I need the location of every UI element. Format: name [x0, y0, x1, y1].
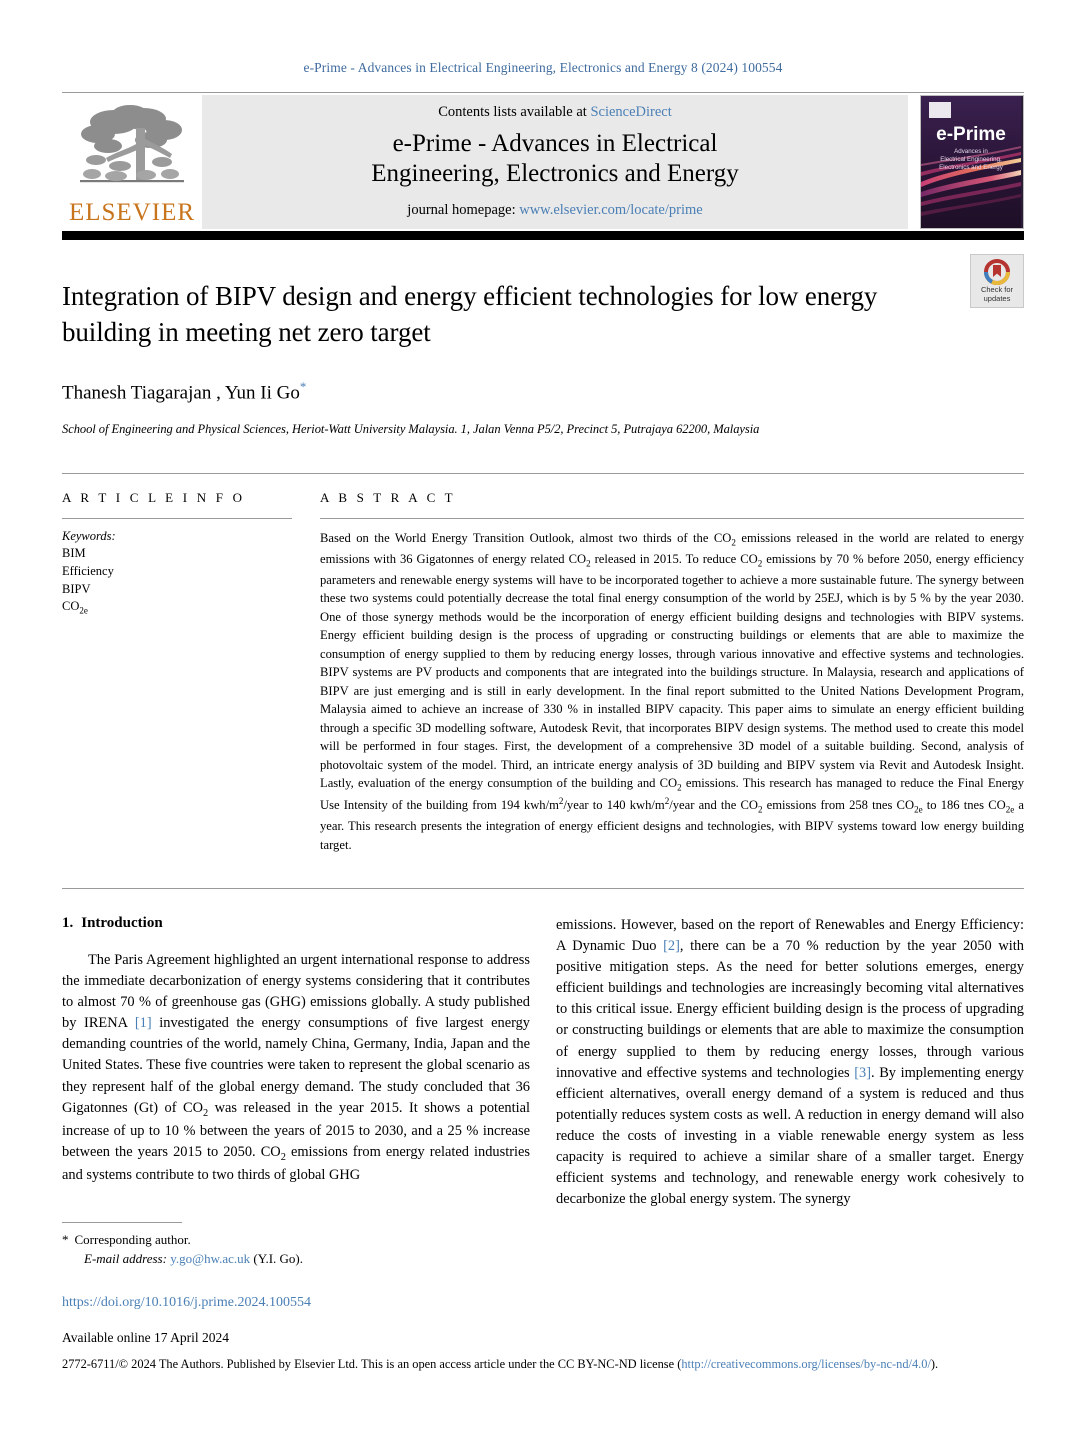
journal-masthead — [62, 92, 1024, 240]
masthead-bottom-rule — [62, 231, 1024, 240]
intro-paragraph-left — [62, 950, 530, 1185]
paper-title: Integration of BIPV design and energy efficient technologies for low energy building in meeting net zero target — [62, 281, 878, 348]
abstract-seg-6: /year to 140 kwh/m — [563, 798, 665, 813]
license-link[interactable]: http://creativecommons.org/licenses/by-nc-nd/4.0/ — [681, 1357, 931, 1371]
journal-title-line-2: Engineering, Electronics and Energy — [371, 160, 739, 187]
intro-paragraph-right — [556, 915, 1024, 1209]
affiliation: School of Engineering and Physical Sciences, Heriot-Watt University Malaysia. 1, Jalan Venna P5/2, Precinct 5, Putrajaya 62200, Malaysia — [62, 422, 760, 437]
footnote-asterisk: * — [62, 1232, 69, 1247]
abstract-column — [320, 490, 1024, 854]
keyword-item-co2e — [62, 598, 292, 617]
intro-left-seg-1: The Paris Agreement highlighted an urgent international response to address the immediate decarbonization of energy systems considering that it contributes to almost 70 % of greenhouse gas (GHG) emissions globally. A study published by IRENA — [62, 952, 530, 1032]
footnote-rule — [62, 1222, 182, 1223]
journal-band — [202, 95, 908, 229]
body-column-right — [556, 915, 1024, 1209]
contents-prefix: Contents lists available at — [438, 103, 591, 120]
masthead-top-rule — [62, 92, 1024, 93]
abstract-text — [320, 529, 1024, 854]
corresponding-author-note — [62, 1231, 547, 1250]
legal-seg-1: 2772-6711/© 2024 The Authors. Published by Elsevier Ltd. This is an open access article under the CC BY-NC-ND license ( — [62, 1357, 682, 1371]
journal-homepage-link[interactable]: www.elsevier.com/locate/prime — [519, 201, 703, 218]
intro-sub: 2 — [202, 1107, 209, 1119]
email-label: E-mail address: — [84, 1250, 167, 1266]
article-info-column — [62, 490, 320, 854]
svg-text:Electronics and Energy: Electronics and Energy — [939, 164, 1003, 171]
doi-link[interactable]: https://doi.org/10.1016/j.prime.2024.100554 — [62, 1295, 312, 1310]
abstract-seg-3: released in 2015. To reduce CO — [590, 552, 758, 567]
citation-ref-3[interactable]: [3] — [854, 1064, 871, 1081]
journal-title — [371, 129, 738, 190]
section-number: 1. — [62, 915, 74, 932]
keywords-label: Keywords: — [62, 529, 116, 544]
abstract-sub: 2 — [757, 804, 763, 815]
keyword-item: Efficiency — [62, 563, 114, 578]
copyright-license-text — [62, 1355, 1024, 1374]
elsevier-logo — [62, 95, 202, 229]
crossmark-badge[interactable] — [970, 254, 1024, 308]
citation-ref-2[interactable]: [2] — [663, 938, 680, 955]
info-abstract-section — [62, 473, 1024, 854]
abstract-rule — [320, 518, 1024, 519]
keyword-co2e-sub: 2e — [79, 605, 88, 616]
abstract-sub-2e: 2e — [1005, 804, 1015, 815]
article-info-heading: A R T I C L E I N F O — [62, 490, 246, 506]
abstract-seg-10: a year. This research presents the integration of energy efficient designs and technologies, with BIPV systems toward low energy building target. — [320, 798, 1024, 852]
svg-text:e-Prime: e-Prime — [936, 124, 1006, 145]
abstract-sup: 2 — [664, 796, 670, 807]
keyword-item: BIM — [62, 546, 86, 561]
crossmark-label — [981, 286, 1013, 303]
abstract-sub-2e: 2e — [914, 804, 923, 815]
citation-ref-1[interactable]: [1] — [134, 1015, 152, 1032]
intro-left-seg-2: investigated the energy consumptions of five largest energy demanding countries of the world, namely China, Germany, India, Japan and the United States. These five countries were taken to represent the global scenario as they represent half of the global energy demand. The study concluded that 36 Gigatonnes (Gt) of CO — [62, 1015, 531, 1116]
homepage-prefix: journal homepage: — [407, 201, 520, 218]
abstract-seg-4: emissions by 70 % before 2050, energy efficiency parameters and renewable energy systems will have to be incorporated together to achieve a more sustainable future. The synergy between these two systems could potentially decrease the total final energy consumption of the world by 25EJ, which is by 5 % by the year 2030. One of those synergy methods would be the incorporation of energy efficient building designs and technologies with BIPV systems. Energy efficient building design is the process of upgrading or constructing buildings or elements that are able to maximize the consumption of energy supplied to them by reducing energy losses, through various innovative and effective systems and technologies. BIPV systems are PV products and components that are integrated into the buildings structure. In Malaysia, research and applications of BIPV are just emerging and is still in early development. In the final report submitted to the United Nations Development Program, Malaysia aimed to achieve an increase of 330 % in installed BIPV capacity. This paper aims to simulate an energy efficient building through a specific 3D modelling software, Autodesk Revit, that incorporates BIPV design systems. The method used to create this model will be performed in four stages. First, the development of a comprehensive 3D model of a suitable building. Second, analysis of photovoltaic system of the model. Third, an intricate energy analysis of 3D building and BIPV system via Revit and Autodesk Insight. Lastly, evaluation of the energy consumption of the building and CO — [320, 552, 1024, 791]
svg-text:Electrical Engineering,: Electrical Engineering, — [940, 156, 1002, 163]
journal-cover-artwork — [921, 96, 1021, 228]
contents-available-line — [438, 104, 672, 121]
article-info-rule — [62, 518, 292, 519]
author-list — [62, 379, 1024, 404]
intro-sub: 2 — [280, 1151, 286, 1163]
body-column-left — [62, 915, 530, 1209]
corresponding-author-marker[interactable]: * — [299, 378, 307, 394]
elsevier-tree-icon — [76, 102, 188, 198]
elsevier-wordmark: ELSEVIER — [68, 199, 196, 226]
abstract-sub: 2 — [677, 782, 682, 793]
abstract-sub: 2 — [586, 558, 591, 569]
journal-title-line-1: e-Prime - Advances in Electrical — [392, 129, 718, 157]
abstract-sub: 2 — [757, 558, 763, 569]
keyword-co2e-base: CO — [62, 599, 80, 614]
abstract-seg-7: /year and the CO — [669, 798, 758, 813]
body-columns — [62, 888, 1024, 1209]
intro-left-seg-4: emissions from energy related industries and systems contribute to two thirds of global GHG — [62, 1143, 530, 1183]
abstract-heading: A B S T R A C T — [320, 490, 456, 506]
footnote-block — [62, 1222, 547, 1269]
crossmark-icon — [984, 259, 1010, 285]
section-title: Introduction — [81, 915, 163, 932]
intro-left-seg-3: was released in the year 2015. It shows a potential increase of up to 10 % between the years of 2015 to 2030, and a 25 % increase between the years 2015 to 2050. CO — [62, 1099, 530, 1160]
running-head: e-Prime - Advances in Electrical Engineering, Electronics and Energy 8 (2024) 100554 — [303, 60, 783, 75]
corresponding-author-label: Corresponding author. — [74, 1232, 191, 1247]
author-names: Thanesh Tiagarajan , Yun Ii Go — [62, 382, 300, 404]
abstract-seg-5: emissions. This research has managed to reduce the Final Energy Use Intensity of the building from 194 kwh/m — [320, 776, 1024, 813]
abstract-sub: 2 — [731, 537, 736, 548]
abstract-seg-2: emissions released in the world are related to energy emissions with 36 Gigatonnes of energy related CO — [320, 531, 1024, 567]
available-online-date: Available online 17 April 2024 — [62, 1330, 229, 1345]
keyword-item: BIPV — [62, 581, 91, 596]
abstract-seg-1: Based on the World Energy Transition Outlook, almost two thirds of the CO — [320, 531, 732, 546]
masthead-body — [62, 95, 1024, 229]
email-link[interactable]: y.go@hw.ac.uk — [170, 1250, 251, 1266]
svg-text:Advances in: Advances in — [954, 148, 988, 155]
journal-cover-thumbnail[interactable] — [920, 95, 1024, 229]
sciencedirect-link[interactable]: ScienceDirect — [590, 103, 672, 120]
legal-seg-2: ). — [930, 1357, 939, 1371]
crossmark-line-1: Check for — [980, 284, 1014, 294]
abstract-seg-9: to 186 tnes CO — [922, 798, 1006, 813]
email-suffix: (Y.I. Go). — [253, 1250, 303, 1266]
intro-right-seg-1: emissions. However, based on the report of Renewables and Energy Efficiency: A Dynamic Duo — [556, 917, 1024, 955]
crossmark-line-2: updates — [983, 293, 1011, 303]
title-block — [62, 278, 1024, 437]
email-note — [62, 1250, 547, 1269]
journal-homepage-line — [407, 202, 702, 219]
section-heading-introduction — [62, 915, 530, 932]
intro-right-seg-2: , there can be a 70 % reduction by the year 2050 with positive mitigation steps. As the need for better solutions emerges, energy efficient buildings and technologies are increasingly becoming vital alternatives to this critical issue. Energy efficient building design is the process of upgrading or constructing buildings or elements that are able to maximize the consumption of energy supplied to them by reducing energy losses, through various innovative and effective systems and technologies — [556, 938, 1024, 1081]
abstract-seg-8: emissions from 258 tnes CO — [762, 798, 915, 813]
abstract-sup: 2 — [558, 796, 564, 807]
intro-right-seg-3: . By implementing energy efficient alternatives, overall energy demand of a system is reduced and thus potentially reduces system costs as well. A reduction in energy demand will also reduce the costs of investing in a viable renewable energy system as less capacity is required to achieve a similar share of a smaller target. Energy efficient systems and technology, and renewable energy work cohesively to decarbonize the global energy system. The synergy — [556, 1064, 1024, 1207]
